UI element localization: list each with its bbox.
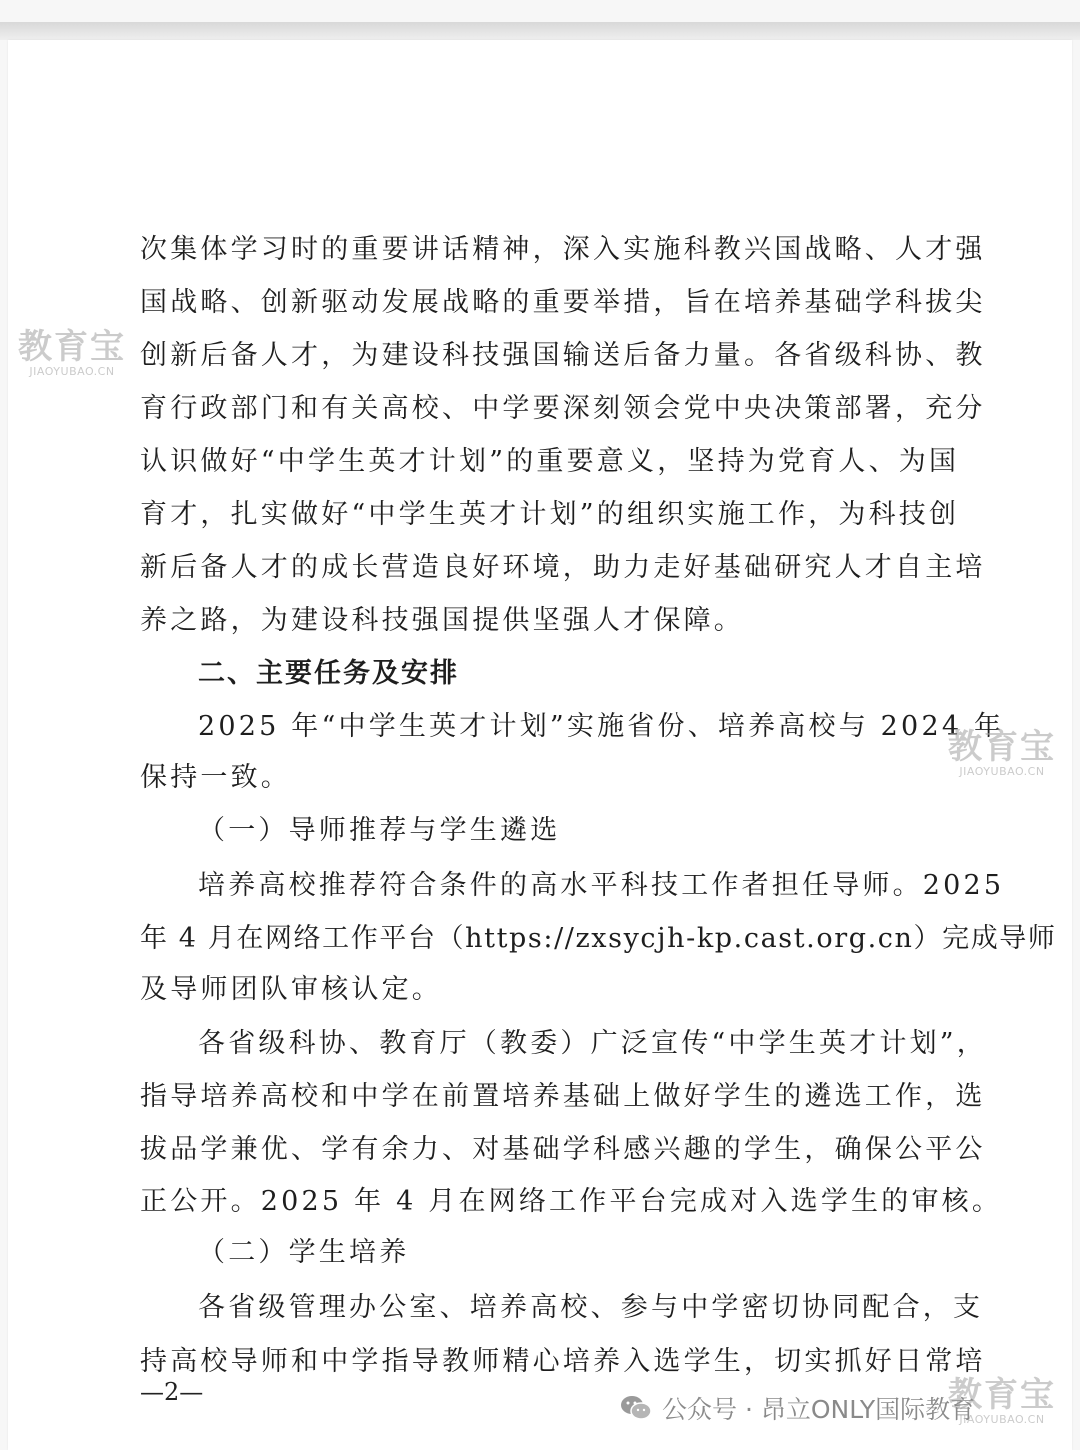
- watermark-text: 教育宝: [18, 327, 126, 367]
- watermark-url: JIAOYUBAO.CN: [959, 765, 1045, 778]
- top-edge-bar: [0, 22, 1080, 40]
- body-line: 及导师团队审核认定。: [140, 974, 442, 1005]
- body-line: 各省级科协、教育厅（教委）广泛宣传“中学生英才计划”，: [198, 1028, 988, 1059]
- body-line: 新后备人才的成长营造良好环境，助力走好基础研究人才自主培: [140, 552, 986, 583]
- body-line: 指导培养高校和中学在前置培养基础上做好学生的遴选工作，选: [140, 1081, 986, 1112]
- watermark-text: 教育宝: [948, 1375, 1056, 1415]
- watermark: [948, 727, 1056, 778]
- section-heading: 二、主要任务及安排: [198, 658, 459, 689]
- page-number: —2—: [140, 1378, 204, 1406]
- body-line: 保持一致。: [140, 762, 291, 793]
- footer-brand: [620, 1390, 975, 1426]
- body-line: 各省级管理办公室、培养高校、参与中学密切协同配合，支: [198, 1292, 984, 1323]
- watermark-url: JIAOYUBAO.CN: [959, 1413, 1045, 1426]
- watermark: [18, 327, 126, 378]
- body-line: 认识做好“中学生英才计划”的重要意义，坚持为党育人、为国: [140, 446, 960, 477]
- footer-brand-text: 公众号 · 昂立ONLY国际教育: [662, 1395, 976, 1424]
- body-line: 年 4 月在网络工作平台（https://zxsycjh-kp.cast.org.cn）完成导师: [140, 923, 1057, 954]
- body-line: 拔品学兼优、学有余力、对基础学科感兴趣的学生，确保公平公: [140, 1134, 986, 1165]
- wechat-icon: [620, 1394, 652, 1422]
- body-line: 国战略、创新驱动发展战略的重要举措，旨在培养基础学科拔尖: [140, 287, 986, 318]
- watermark-text: 教育宝: [948, 727, 1056, 767]
- body-line: 创新后备人才，为建设科技强国输送后备力量。各省级科协、教: [140, 340, 986, 371]
- subsection-heading: （二）学生培养: [198, 1237, 410, 1268]
- body-line: 正公开。2025 年 4 月在网络工作平台完成对入选学生的审核。: [140, 1186, 1003, 1217]
- body-line: 持高校导师和中学指导教师精心培养入选学生，切实抓好日常培: [140, 1346, 986, 1377]
- subsection-heading: （一）导师推荐与学生遴选: [198, 815, 561, 846]
- body-line: 育才，扎实做好“中学生英才计划”的组织实施工作，为科技创: [140, 499, 960, 530]
- body-line: 育行政部门和有关高校、中学要深刻领会党中央决策部署，充分: [140, 393, 986, 424]
- body-line: 培养高校推荐符合条件的高水平科技工作者担任导师。2025: [198, 870, 1005, 901]
- body-line: 养之路，为建设科技强国提供坚强人才保障。: [140, 605, 744, 636]
- body-line: 次集体学习时的重要讲话精神，深入实施科教兴国战略、人才强: [140, 234, 986, 265]
- body-line: 2025 年“中学生英才计划”实施省份、培养高校与 2024 年: [198, 711, 1005, 742]
- watermark-url: JIAOYUBAO.CN: [29, 365, 115, 378]
